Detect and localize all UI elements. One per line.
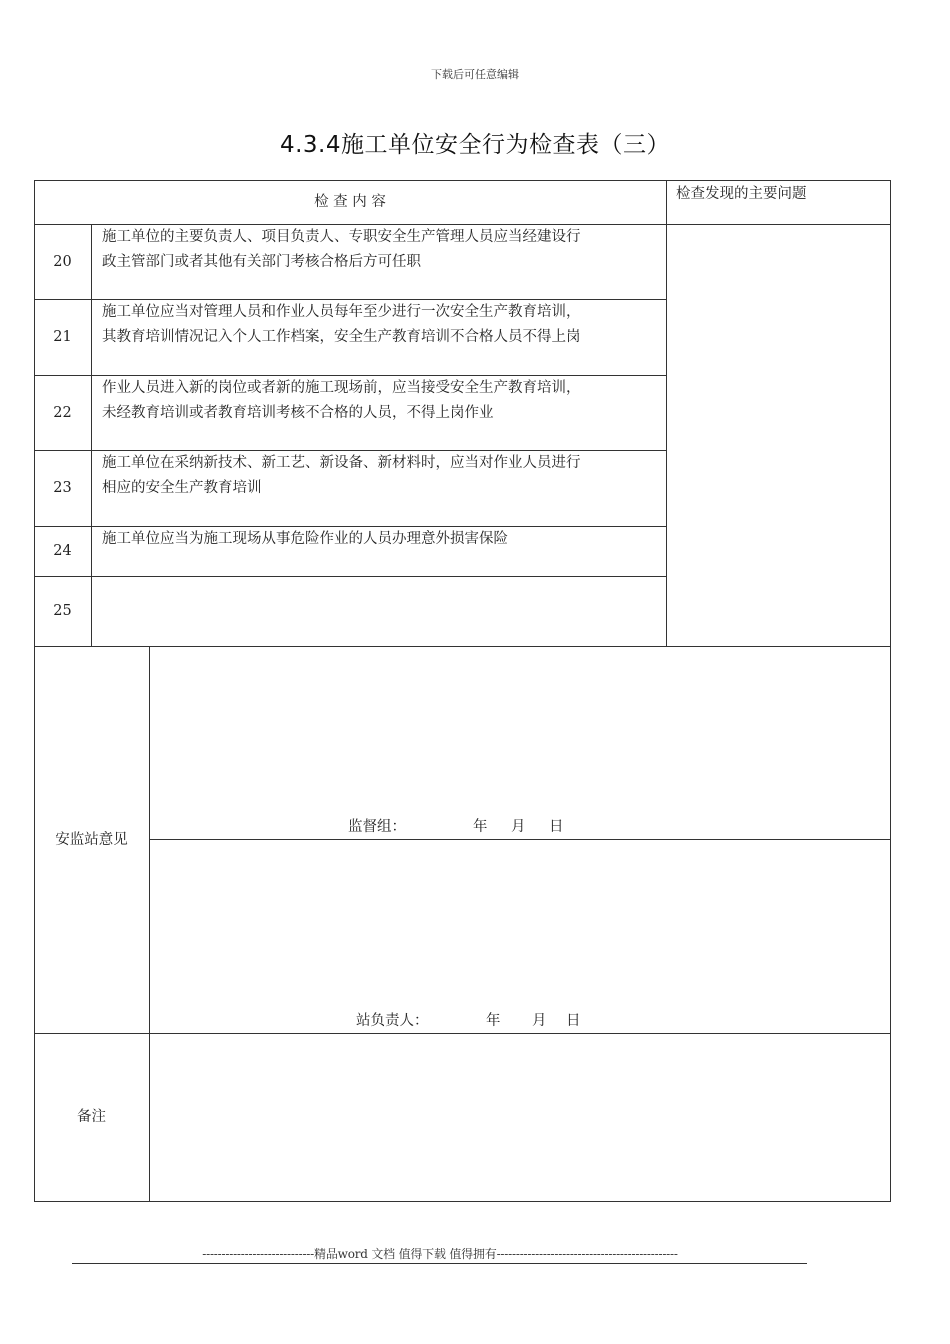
items-section-bottom (34, 646, 891, 647)
row-number: 20 (53, 254, 72, 270)
row-number: 22 (53, 405, 72, 421)
row-text-line: 未经教育培训或者教育培训考核不合格的人员，不得上岗作业 (102, 405, 494, 421)
date-year: 年 (473, 819, 488, 835)
row-number: 23 (53, 480, 72, 496)
label-column-divider (149, 646, 150, 1202)
row-text-line: 施工单位应当为施工现场从事危险作业的人员办理意外损害保险 (102, 531, 508, 547)
row-text-line: 施工单位在采纳新技术、新工艺、新设备、新材料时，应当对作业人员进行 (102, 455, 581, 471)
content-column-header: 检 查 内 容 (314, 194, 386, 210)
table-border-right (890, 180, 891, 1202)
issues-column-header: 检查发现的主要问题 (676, 186, 807, 202)
row-text-line: 施工单位应当对管理人员和作业人员每年至少进行一次安全生产教育培训， (102, 304, 581, 320)
header-note: 下载后可任意编辑 (431, 68, 519, 81)
number-column-divider (91, 224, 92, 647)
footer-text: -----------------------------精品word 文档 值得下载 值得拥有----------------------------------------------- (202, 1247, 678, 1261)
supervision-group-label: 监督组： (348, 819, 406, 835)
row-text-line: 施工单位的主要负责人、项目负责人、专职安全生产管理人员应当经建设行 (102, 229, 581, 245)
remarks-section-top (34, 1033, 891, 1034)
row-divider (34, 576, 667, 577)
station-opinion-label: 安监站意见 (55, 832, 128, 848)
table-border-top (34, 180, 891, 181)
station-head-label: 站负责人： (356, 1013, 429, 1029)
date-day: 日 (549, 819, 564, 835)
page-title: 4.3.4施工单位安全行为检查表（三） (279, 132, 671, 158)
row-text-line: 其教育培训情况记入个人工作档案，安全生产教育培训不合格人员不得上岗 (102, 329, 581, 345)
row-number: 24 (53, 543, 72, 559)
row-text-line: 相应的安全生产教育培训 (102, 480, 262, 496)
remarks-label: 备注 (77, 1109, 106, 1125)
row-text-line: 作业人员进入新的岗位或者新的施工现场前，应当接受安全生产教育培训， (102, 380, 581, 396)
date-month: 月 (511, 819, 526, 835)
row-text-line: 政主管部门或者其他有关部门考核合格后方可任职 (102, 254, 421, 270)
table-border-bottom (34, 1201, 891, 1202)
footer-rule (72, 1263, 807, 1264)
date-year: 年 (486, 1013, 501, 1029)
date-month: 月 (532, 1013, 547, 1029)
date-day: 日 (566, 1013, 581, 1029)
row-number: 25 (53, 603, 72, 619)
row-number: 21 (53, 329, 72, 345)
